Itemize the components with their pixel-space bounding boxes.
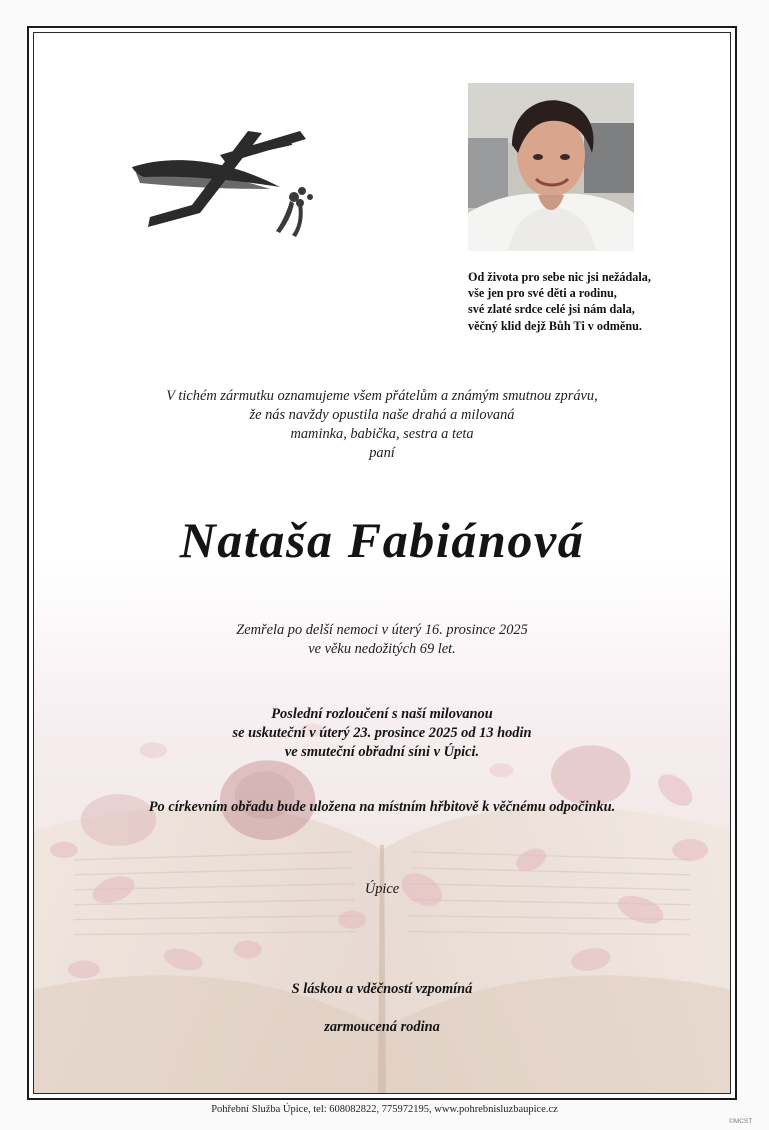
portrait-illustration: [468, 83, 634, 251]
death-notice: [34, 621, 730, 659]
portrait-photo: [468, 83, 634, 251]
obituary-card: [27, 26, 737, 1100]
inner-border: [33, 32, 731, 1094]
copyright-mark: ©MCST: [729, 1118, 753, 1125]
poem-line: věčný klid dejž Bůh Ti v odměnu.: [468, 318, 642, 333]
intro-line: V tichém zármutku oznamujeme všem přátelům a známým smutnou zprávu,: [166, 388, 598, 404]
closing-remembrance: S láskou a vděčností vzpomíná: [291, 981, 473, 997]
intro-line: maminka, babička, sestra a teta: [290, 426, 474, 442]
farewell-details: [34, 705, 730, 762]
death-line: Zemřela po delší nemoci v úterý 16. prosince 2025: [236, 622, 528, 638]
death-line: ve věku nedožitých 69 let.: [308, 641, 456, 657]
farewell-line: ve smuteční obřadní síni v Úpici.: [284, 744, 480, 760]
poem-line: Od života pro sebe nic jsi nežádala,: [468, 270, 651, 284]
intro-line: že nás navždy opustila naše drahá a milovaná: [249, 407, 515, 423]
farewell-line: se uskuteční v úterý 23. prosince 2025 od 13 hodin: [232, 725, 532, 741]
intro-line: paní: [369, 445, 395, 461]
family-signature: zarmoucená rodina: [324, 1019, 440, 1035]
farewell-line: Poslední rozloučení s naší milovanou: [271, 706, 493, 722]
burial-notice: Po církevním obřadu bude uložena na místním hřbitově k věčnému odpočinku.: [148, 799, 616, 815]
deceased-name: Nataša Fabiánová: [179, 512, 585, 568]
cross-icon: [130, 131, 320, 241]
place-name: Úpice: [364, 881, 400, 897]
poem-line: své zlaté srdce celé jsi nám dala,: [468, 302, 635, 317]
announcement-intro: [34, 387, 730, 463]
poem: [468, 269, 728, 334]
funeral-service-footer: Pohřební Služba Úpice, tel: 608082822, 775972195, www.pohrebnisluzbaupice.cz: [211, 1104, 558, 1115]
poem-line: vše jen pro své děti a rodinu,: [468, 286, 617, 301]
